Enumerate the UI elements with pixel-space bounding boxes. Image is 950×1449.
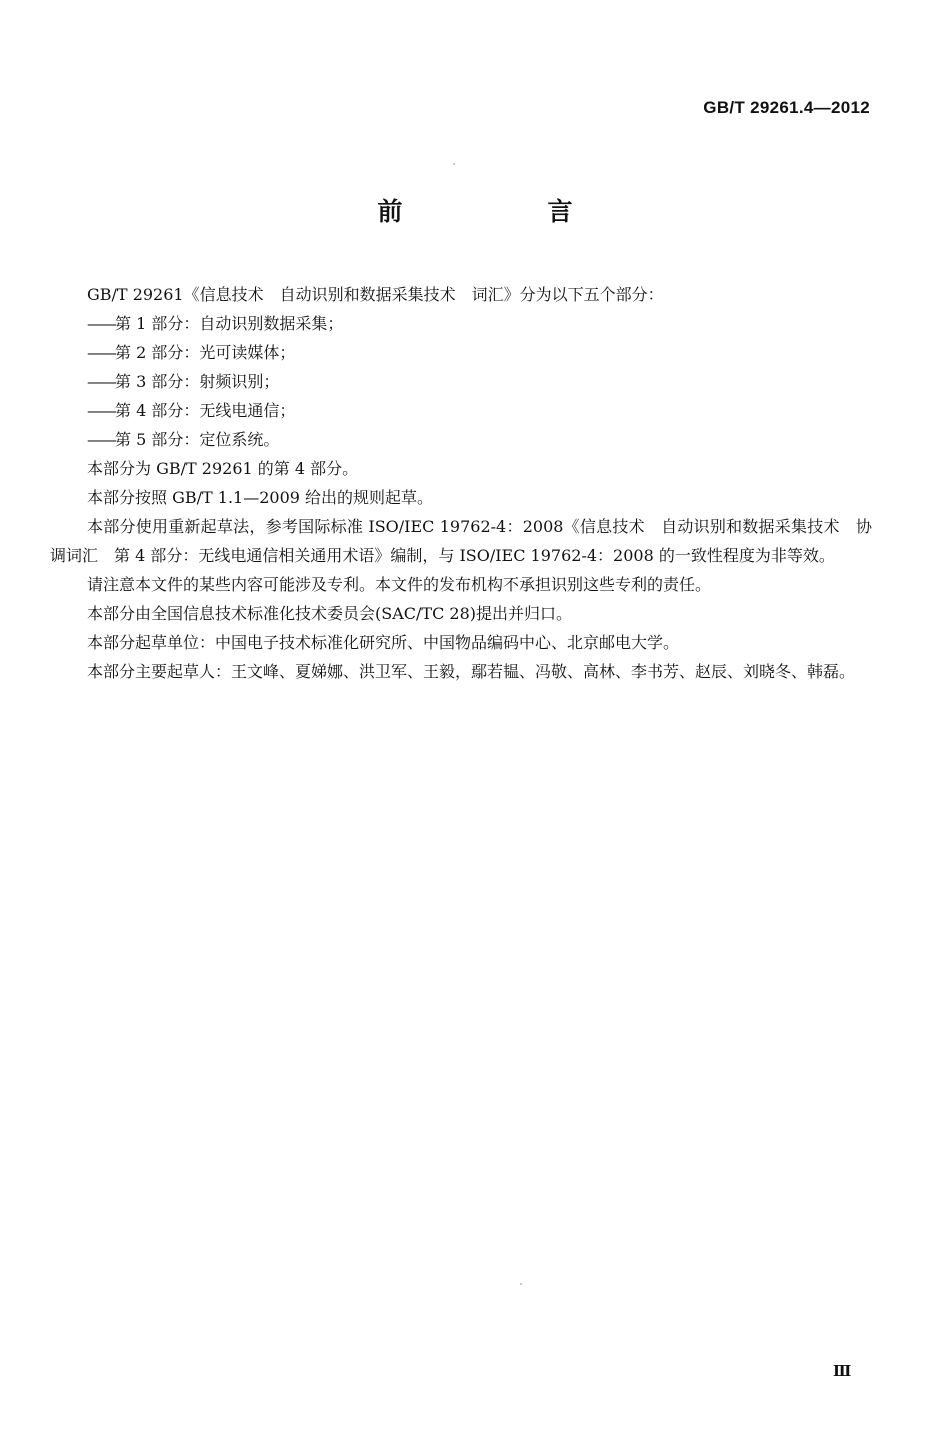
patent-notice: 请注意本文件的某些内容可能涉及专利。本文件的发布机构不承担识别这些专利的责任。 <box>87 575 712 594</box>
dash-marker: —— <box>87 372 115 391</box>
drafting-units: 本部分起草单位：中国电子技术标准化研究所、中国物品编码中心、北京邮电大学。 <box>87 633 680 652</box>
list-item <box>50 425 872 454</box>
scan-speck <box>520 1283 522 1285</box>
list-item <box>50 338 872 367</box>
foreword-body <box>50 280 872 686</box>
list-item <box>50 367 872 396</box>
list-item-text: 第 2 部分：光可读媒体； <box>115 343 296 362</box>
dash-marker: —— <box>87 314 115 333</box>
list-item-text: 第 4 部分：无线电通信； <box>115 401 296 420</box>
part-statement: 本部分为 GB/T 29261 的第 4 部分。 <box>87 459 359 478</box>
list-item-text: 第 1 部分：自动识别数据采集； <box>115 314 344 333</box>
dash-marker: —— <box>87 343 115 362</box>
list-item-text: 第 3 部分：射频识别； <box>115 372 280 391</box>
dash-marker: —— <box>87 401 115 420</box>
list-item <box>50 396 872 425</box>
dash-marker: —— <box>87 430 115 449</box>
list-item-text: 第 5 部分：定位系统。 <box>115 430 280 449</box>
scan-speck <box>453 163 455 165</box>
reference-standard-statement: 本部分使用重新起草法，参考国际标准 ISO/IEC 19762-4：2008《信息技术 自动识别和数据采集技术 协调词汇 第 4 部分：无线电通信相关通用术语》编制，与 ISO/IEC 19762-4：2008 的一致性程度为非等效。 <box>50 517 872 565</box>
drafters: 本部分主要起草人：王文峰、夏娣娜、洪卫军、王毅，鄢若韫、冯敬、高林、李书芳、赵辰、刘晓冬、韩磊。 <box>87 662 856 681</box>
standard-number: GB/T 29261.4—2012 <box>703 98 870 117</box>
page-title: 前 言 <box>377 197 633 226</box>
list-item <box>50 309 872 338</box>
drafting-rules-statement: 本部分按照 GB/T 1.1—2009 给出的规则起草。 <box>87 488 434 507</box>
page-number: Ⅲ <box>833 1364 852 1380</box>
intro-paragraph: GB/T 29261《信息技术 自动识别和数据采集技术 词汇》分为以下五个部分： <box>87 285 664 304</box>
committee-statement: 本部分由全国信息技术标准化技术委员会(SAC/TC 28)提出并归口。 <box>87 604 572 623</box>
